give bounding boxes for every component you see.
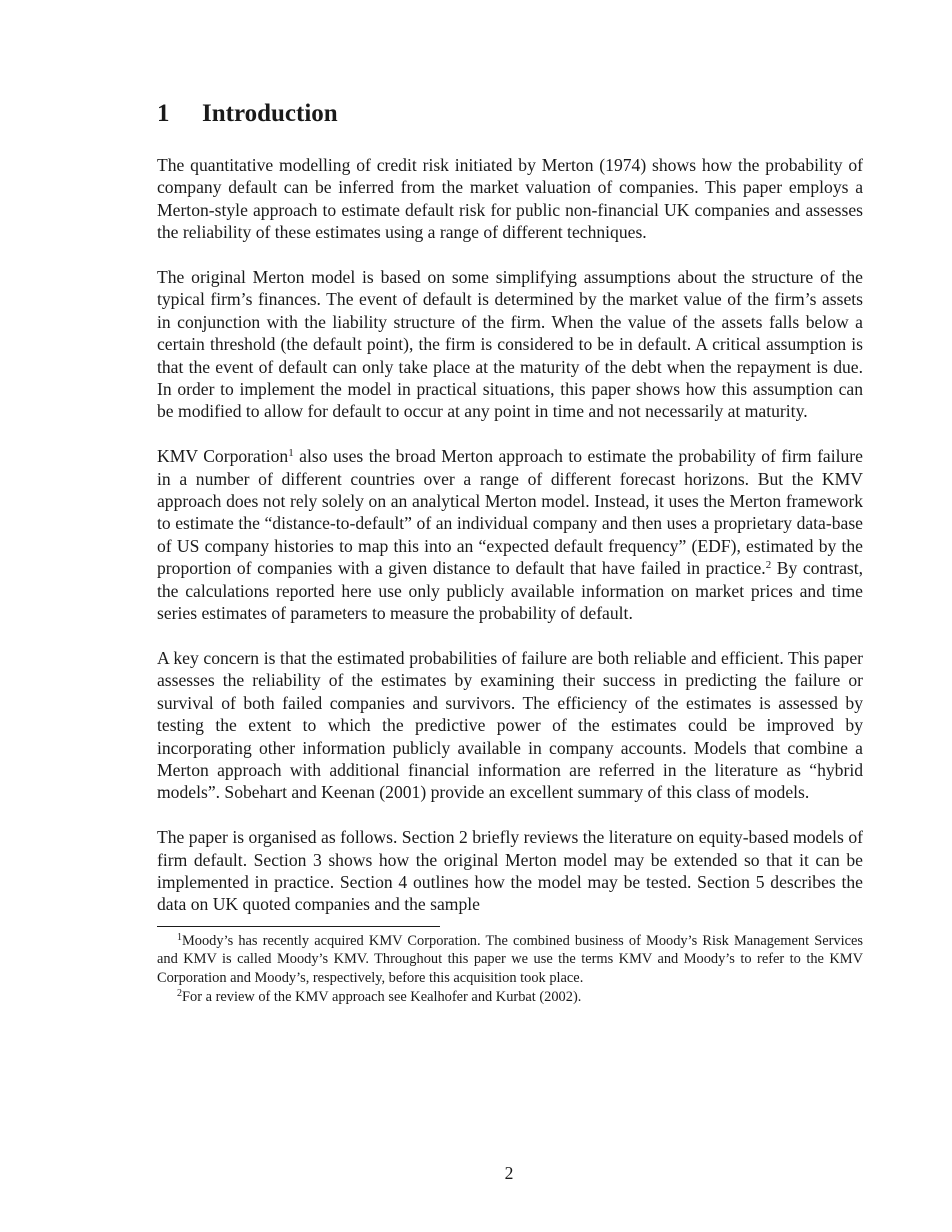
footnote-1-text: Moody’s has recently acquired KMV Corporation. The combined business of Moody’s Risk Management Services and KMV is called Moody’s KMV. Throughout this paper we use the terms KMV and Moody’s to refer to the KMV Corporation and Moody’s, respectively, before this acquisition took place. xyxy=(157,932,863,987)
footnote-1 xyxy=(157,932,863,988)
paragraph-4: A key concern is that the estimated probabilities of failure are both reliable and efficient. This paper assesses the reliability of the estimates by examining their success in predicting the failure or survival of both failed companies and survivors. The efficiency of the estimates is assessed by testing the extent to which the predictive power of the estimates could be improved by incorporating other information publicly available in company accounts. Models that combine a Merton approach with additional financial information are referred in the literature as “hybrid models”. Sobehart and Keenan (2001) provide an excellent summary of this class of models. xyxy=(157,647,863,803)
paragraph-3-text-a: KMV Corporation xyxy=(157,446,289,467)
paragraph-3-text-c: By contrast, the calculations reported here use only publicly available information on market prices and time series estimates of parameters to measure the probability of default. xyxy=(157,558,864,624)
footnote-2-text: For a review of the KMV approach see Kealhofer and Kurbat (2002). xyxy=(182,988,582,1005)
section-title: Introduction xyxy=(202,100,338,127)
footnote-1-mark: 1 xyxy=(177,931,182,943)
footnote-ref-2: 2 xyxy=(765,559,772,572)
paragraph-3-text-b: also uses the broad Merton approach to estimate the probability of firm failure in a number of different countries over a range of different forecast horizons. But the KMV approach does not rely solely on an analytical Merton model. Instead, it uses the Merton framework to estimate the “distance-to-default” of an individual company and then uses a proprietary data-base of US company histories to map this into an “expected default frequency” (EDF), estimated by the proportion of companies with a given distance to default that have failed in practice. xyxy=(157,446,863,579)
paragraph-3 xyxy=(157,445,863,624)
section-heading xyxy=(157,96,863,132)
footnote-divider xyxy=(157,926,440,927)
paragraph-2: The original Merton model is based on some simplifying assumptions about the structure of the typical firm’s finances. The event of default is determined by the market value of the firm’s assets in conjunction with the liability structure of the firm. When the value of the assets falls below a certain threshold (the default point), the firm is considered to be in default. A critical assumption is that the event of default can only take place at the maturity of the debt when the repayment is due. In order to implement the model in practical situations, this paper shows how this assumption can be modified to allow for default to occur at any point in time and not necessarily at maturity. xyxy=(157,267,863,422)
footnote-2 xyxy=(157,988,863,1007)
page-body xyxy=(157,96,863,1007)
footnote-2-mark: 2 xyxy=(177,987,182,999)
footnote-ref-1: 1 xyxy=(288,447,294,460)
page-number: 2 xyxy=(504,1163,514,1183)
section-number: 1 xyxy=(157,100,170,127)
paragraph-1: The quantitative modelling of credit risk initiated by Merton (1974) shows how the probability of company default can be inferred from the market valuation of companies. This paper employs a Merton-style approach to estimate default risk for public non-financial UK companies and assesses the reliability of these estimates using a range of different techniques. xyxy=(157,155,863,243)
paragraph-5: The paper is organised as follows. Section 2 briefly reviews the literature on equity-based models of firm default. Section 3 shows how the original Merton model may be extended so that it can be implemented in practice. Section 4 outlines how the model may be tested. Section 5 describes the data on UK quoted companies and the sample xyxy=(157,827,863,915)
